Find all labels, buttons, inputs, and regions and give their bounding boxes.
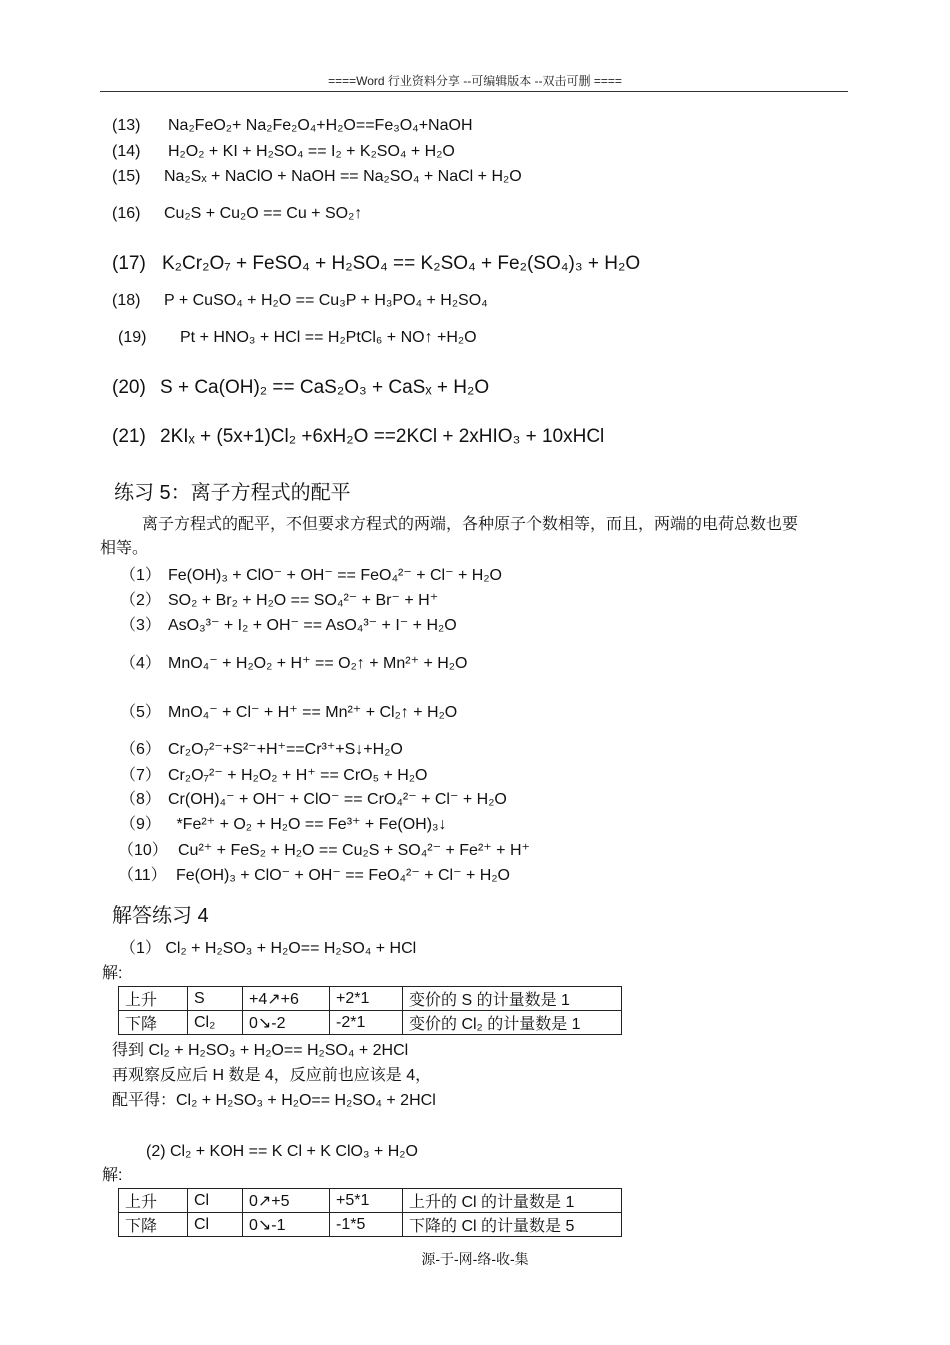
- table-row: [119, 1189, 622, 1213]
- equation-number: (19): [118, 329, 147, 346]
- equation-number: （9）: [120, 816, 161, 833]
- equation-number: (18): [112, 292, 141, 309]
- equation-number: （10）: [118, 842, 168, 859]
- answer-1-step-2: 再观察反应后 H 数是 4，反应前也应该是 4，: [112, 1067, 432, 1084]
- equation-text: SO₂ + Br₂ + H₂O == SO₄²⁻ + Br⁻ + H⁺: [168, 592, 439, 609]
- equation-number: （11）: [118, 867, 167, 884]
- equation-text: Cr₂O₇²⁻ + H₂O₂ + H⁺ == CrO₅ + H₂O: [168, 767, 428, 784]
- equation-number: （8）: [120, 791, 161, 808]
- equation-number: （6）: [120, 741, 161, 758]
- table-cell: 变价的 Cl₂ 的计量数是 1: [403, 1011, 622, 1035]
- equation-21: [112, 425, 604, 449]
- ionic-equation-10: [118, 841, 530, 861]
- equation-16: [112, 204, 362, 224]
- table-row: [119, 987, 622, 1011]
- equation-number: (14): [112, 143, 141, 160]
- equation-text: P + CuSO₄ + H₂O == Cu₃P + H₃PO₄ + H₂SO₄: [164, 292, 488, 309]
- equation-text: Cr(OH)₄⁻ + OH⁻ + ClO⁻ == CrO₄²⁻ + Cl⁻ + H₂O: [168, 791, 507, 808]
- answer-1-step-3: 配平得：Cl₂ + H₂SO₃ + H₂O== H₂SO₄ + 2HCl: [112, 1092, 436, 1109]
- answer-2-equation: (2) Cl₂ + KOH == K Cl + K ClO₃ + H₂O: [146, 1143, 418, 1160]
- equation-number: (20): [112, 377, 146, 398]
- table-cell: 上升: [119, 1189, 188, 1213]
- equation-14: [112, 142, 455, 162]
- table-row: [119, 1011, 622, 1035]
- ionic-equation-8: [120, 790, 507, 810]
- ionic-equation-2: [120, 591, 438, 611]
- ionic-equation-7: [120, 766, 428, 786]
- answer-1-solve-label: 解:: [102, 965, 123, 982]
- equation-18: [112, 291, 488, 311]
- table-cell: +2*1: [330, 987, 403, 1011]
- equation-text: Na₂Sₓ + NaClO + NaOH == Na₂SO₄ + NaCl + H₂O: [164, 168, 522, 185]
- equation-19: [118, 328, 477, 348]
- equation-number: （7）: [120, 767, 161, 784]
- ionic-equation-5: [120, 703, 457, 723]
- equation-17: [112, 252, 640, 276]
- table-cell: Cl: [188, 1213, 243, 1237]
- table-cell: -1*5: [330, 1213, 403, 1237]
- table-cell: 0↘-1: [243, 1213, 330, 1237]
- ionic-equation-4: [120, 654, 467, 674]
- ionic-equation-1: [120, 566, 502, 586]
- table-cell: S: [188, 987, 243, 1011]
- equation-text: MnO₄⁻ + Cl⁻ + H⁺ == Mn²⁺ + Cl₂↑ + H₂O: [168, 704, 458, 721]
- equation-text: *Fe²⁺ + O₂ + H₂O == Fe³⁺ + Fe(OH)₃↓: [172, 816, 447, 833]
- section-title: 练习 5：离子方程式的配平: [114, 482, 351, 504]
- table-cell: Cl: [188, 1189, 243, 1213]
- table-cell: Cl₂: [188, 1011, 243, 1035]
- equation-text: Cr₂O₇²⁻+S²⁻+H⁺==Cr³⁺+S↓+H₂O: [168, 741, 403, 758]
- answers-title: 解答练习 4: [112, 905, 209, 927]
- ionic-equation-3: [120, 616, 457, 636]
- equation-text: MnO₄⁻ + H₂O₂ + H⁺ == O₂↑ + Mn²⁺ + H₂O: [168, 655, 468, 672]
- equation-text: S + Ca(OH)₂ == CaS₂O₃ + CaSₓ + H₂O: [160, 377, 490, 398]
- equation-20: [112, 376, 489, 400]
- equation-number: （4）: [120, 655, 161, 672]
- equation-text: Cu²⁺ + FeS₂ + H₂O == Cu₂S + SO₄²⁻ + Fe²⁺ + H⁺: [178, 842, 530, 859]
- equation-text: 2KIₓ + (5x+1)Cl₂ +6xH₂O ==2KCl + 2xHIO₃ + 10xHCl: [160, 426, 605, 447]
- table-cell: 0↗+5: [243, 1189, 330, 1213]
- table-cell: +5*1: [330, 1189, 403, 1213]
- table-cell: +4↗+6: [243, 987, 330, 1011]
- table-cell: 下降: [119, 1011, 188, 1035]
- equation-number: （1）: [120, 567, 161, 584]
- equation-text: Fe(OH)₃ + ClO⁻ + OH⁻ == FeO₄²⁻ + Cl⁻ + H₂O: [168, 567, 502, 584]
- equation-number: (21): [112, 426, 146, 447]
- page-footer: 源-于-网-络-收-集: [421, 1251, 529, 1267]
- equation-text: Pt + HNO₃ + HCl == H₂PtCl₆ + NO↑ +H₂O: [180, 329, 477, 346]
- ionic-equation-11: [118, 866, 510, 886]
- equation-number: （2）: [120, 592, 161, 609]
- equation-number: (15): [112, 168, 141, 185]
- equation-text: Fe(OH)₃ + ClO⁻ + OH⁻ == FeO₄²⁻ + Cl⁻ + H₂O: [176, 867, 510, 884]
- equation-number: (17): [112, 253, 146, 274]
- equation-number: （3）: [120, 617, 161, 634]
- equation-number: (13): [112, 117, 141, 134]
- answer-2-table: [118, 1188, 622, 1237]
- equation-number: （5）: [120, 704, 161, 721]
- ionic-equation-9: [120, 815, 447, 835]
- equation-text: AsO₃³⁻ + I₂ + OH⁻ == AsO₄³⁻ + I⁻ + H₂O: [168, 617, 457, 634]
- equation-text: Na₂FeO₂+ Na₂Fe₂O₄+H₂O==Fe₃O₄+NaOH: [168, 117, 473, 134]
- answer-2-solve-label: 解:: [102, 1167, 123, 1184]
- answer-1-equation: （1） Cl₂ + H₂SO₃ + H₂O== H₂SO₄ + HCl: [120, 940, 417, 957]
- equation-15: [112, 167, 522, 187]
- header-rule: [100, 91, 848, 92]
- table-cell: 上升: [119, 987, 188, 1011]
- answer-1-table: [118, 986, 622, 1035]
- equation-text: K₂Cr₂O₇ + FeSO₄ + H₂SO₄ == K₂SO₄ + Fe₂(SO₄)₃ + H₂O: [162, 253, 641, 274]
- table-cell: 下降的 Cl 的计量数是 5: [403, 1213, 622, 1237]
- answer-1-step-1: 得到 Cl₂ + H₂SO₃ + H₂O== H₂SO₄ + 2HCl: [112, 1042, 409, 1059]
- section-intro: 离子方程式的配平，不但要求方程式的两端，各种原子个数相等，而且，两端的电荷总数也要相等。: [100, 516, 799, 557]
- table-cell: 上升的 Cl 的计量数是 1: [403, 1189, 622, 1213]
- table-cell: 0↘-2: [243, 1011, 330, 1035]
- table-cell: -2*1: [330, 1011, 403, 1035]
- equation-text: Cu₂S + Cu₂O == Cu + SO₂↑: [164, 205, 363, 222]
- equation-text: H₂O₂ + KI + H₂SO₄ == I₂ + K₂SO₄ + H₂O: [168, 143, 455, 160]
- table-row: [119, 1213, 622, 1237]
- ionic-equation-6: [120, 740, 403, 760]
- equation-number: (16): [112, 205, 141, 222]
- equation-13: [112, 116, 473, 136]
- page-header: ====Word 行业资料分享 --可编辑版本 --双击可删 ====: [328, 74, 622, 88]
- table-cell: 变价的 S 的计量数是 1: [403, 987, 622, 1011]
- table-cell: 下降: [119, 1213, 188, 1237]
